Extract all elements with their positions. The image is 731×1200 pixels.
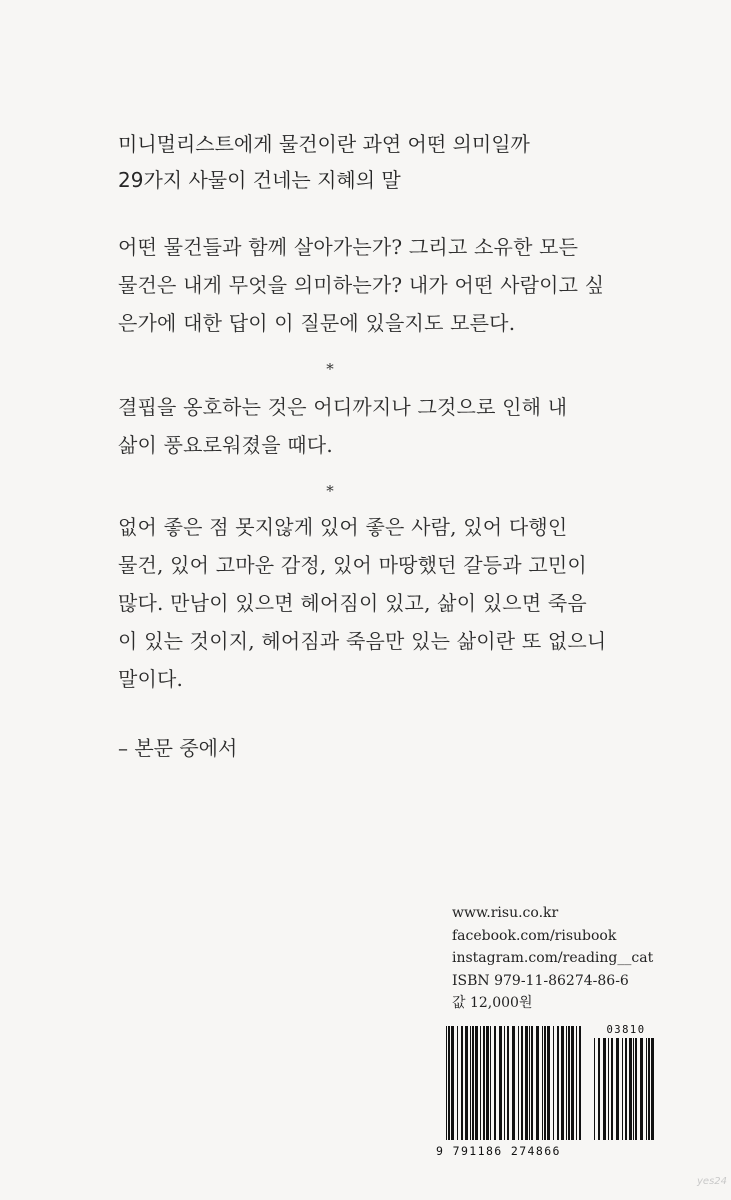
barcode-stripe	[566, 1026, 567, 1140]
passage-line: 물건은 내게 무엇을 의미하는가? 내가 어떤 사람이고 싶	[118, 273, 605, 297]
barcode-stripe	[594, 1038, 595, 1140]
passage-3	[118, 508, 618, 698]
barcode-stripe	[547, 1026, 550, 1140]
barcode-bars	[436, 1024, 658, 1144]
barcode-stripe	[446, 1026, 447, 1140]
barcode-digits: 9 791186 274866	[436, 1144, 561, 1158]
website-link[interactable]: www.risu.co.kr	[452, 905, 559, 921]
isbn-text: ISBN 979-11-86274-86-6	[452, 972, 629, 989]
barcode-stripe	[651, 1038, 654, 1140]
barcode-stripe	[629, 1038, 632, 1140]
barcode-stripe	[483, 1026, 485, 1140]
barcode-stripe	[640, 1038, 643, 1140]
passage-line: 결핍을 옹호하는 것은 어디까지나 그것으로 인해 내	[118, 395, 568, 419]
barcode-stripe	[633, 1038, 634, 1140]
barcode-stripe	[457, 1026, 458, 1140]
barcode-stripe	[646, 1038, 647, 1140]
barcode-stripe	[486, 1026, 489, 1140]
barcode-stripe	[465, 1026, 468, 1140]
barcode	[436, 1024, 658, 1164]
subtitle-line-1: 미니멀리스트에게 물건이란 과연 어떤 의미일까	[118, 132, 530, 156]
passage-line: 어떤 물건들과 함께 살아가는가? 그리고 소유한 모든	[118, 235, 579, 259]
barcode-addon-digits: 03810	[606, 1024, 646, 1036]
passage-line: 말이다.	[118, 667, 184, 691]
barcode-stripe	[571, 1026, 574, 1140]
watermark: yes24	[697, 1176, 728, 1187]
passage-2	[118, 388, 618, 464]
subtitle-block	[118, 126, 678, 198]
barcode-stripe	[472, 1026, 474, 1140]
barcode-stripe	[608, 1038, 609, 1140]
barcode-stripe	[557, 1026, 559, 1140]
passage-line: 은가에 대한 답이 이 질문에 있을지도 모른다.	[118, 311, 516, 335]
barcode-stripe	[553, 1026, 554, 1140]
facebook-link[interactable]: facebook.com/risubook	[452, 927, 617, 944]
barcode-stripe	[490, 1026, 491, 1140]
barcode-stripe	[512, 1026, 515, 1140]
barcode-stripe	[579, 1026, 581, 1140]
passage-line: 물건, 있어 고마운 감정, 있어 마땅했던 갈등과 고민이	[118, 553, 587, 577]
barcode-stripe	[499, 1026, 502, 1140]
barcode-stripe	[603, 1038, 606, 1140]
passage-1	[118, 228, 618, 342]
passage-line: 많다. 만남이 있으면 헤어짐이 있고, 삶이 있으면 죽음	[118, 591, 587, 615]
barcode-stripe	[544, 1026, 546, 1140]
separator-star: *	[326, 482, 334, 500]
barcode-stripe	[451, 1026, 454, 1140]
attribution: – 본문 중에서	[118, 736, 238, 760]
price-text: 값 12,000원	[452, 995, 533, 1011]
barcode-stripe	[521, 1026, 523, 1140]
passage-line: 이 있는 것이지, 헤어짐과 죽음만 있는 삶이란 또 없으니	[118, 629, 607, 653]
barcode-stripe	[461, 1026, 463, 1140]
barcode-stripe	[598, 1038, 600, 1140]
barcode-stripe	[625, 1038, 627, 1140]
barcode-stripe	[470, 1026, 471, 1140]
barcode-stripe	[611, 1038, 613, 1140]
barcode-stripe	[568, 1026, 570, 1140]
barcode-stripe	[531, 1026, 533, 1140]
barcode-stripe	[635, 1038, 637, 1140]
barcode-stripe	[507, 1026, 509, 1140]
barcode-stripe	[536, 1026, 539, 1140]
publisher-info	[452, 902, 653, 1015]
passage-line: 삶이 풍요로워졌을 때다.	[118, 433, 333, 457]
subtitle-line-2: 29가지 사물이 건네는 지혜의 말	[118, 168, 401, 192]
barcode-stripe	[525, 1026, 528, 1140]
barcode-stripe	[475, 1026, 478, 1140]
barcode-stripe	[504, 1026, 505, 1140]
barcode-stripe	[529, 1026, 530, 1140]
barcode-stripe	[480, 1026, 481, 1140]
barcode-stripe	[561, 1026, 564, 1140]
barcode-stripe	[448, 1026, 450, 1140]
barcode-stripe	[616, 1038, 619, 1140]
separator-star: *	[326, 360, 334, 378]
barcode-stripe	[622, 1038, 623, 1140]
barcode-stripe	[518, 1026, 519, 1140]
instagram-link[interactable]: instagram.com/reading__cat	[452, 950, 654, 966]
barcode-stripe	[648, 1038, 650, 1140]
barcode-stripe	[494, 1026, 496, 1140]
barcode-stripe	[542, 1026, 543, 1140]
barcode-stripe	[576, 1026, 577, 1140]
passage-line: 없어 좋은 점 못지않게 있어 좋은 사람, 있어 다행인	[118, 515, 568, 539]
